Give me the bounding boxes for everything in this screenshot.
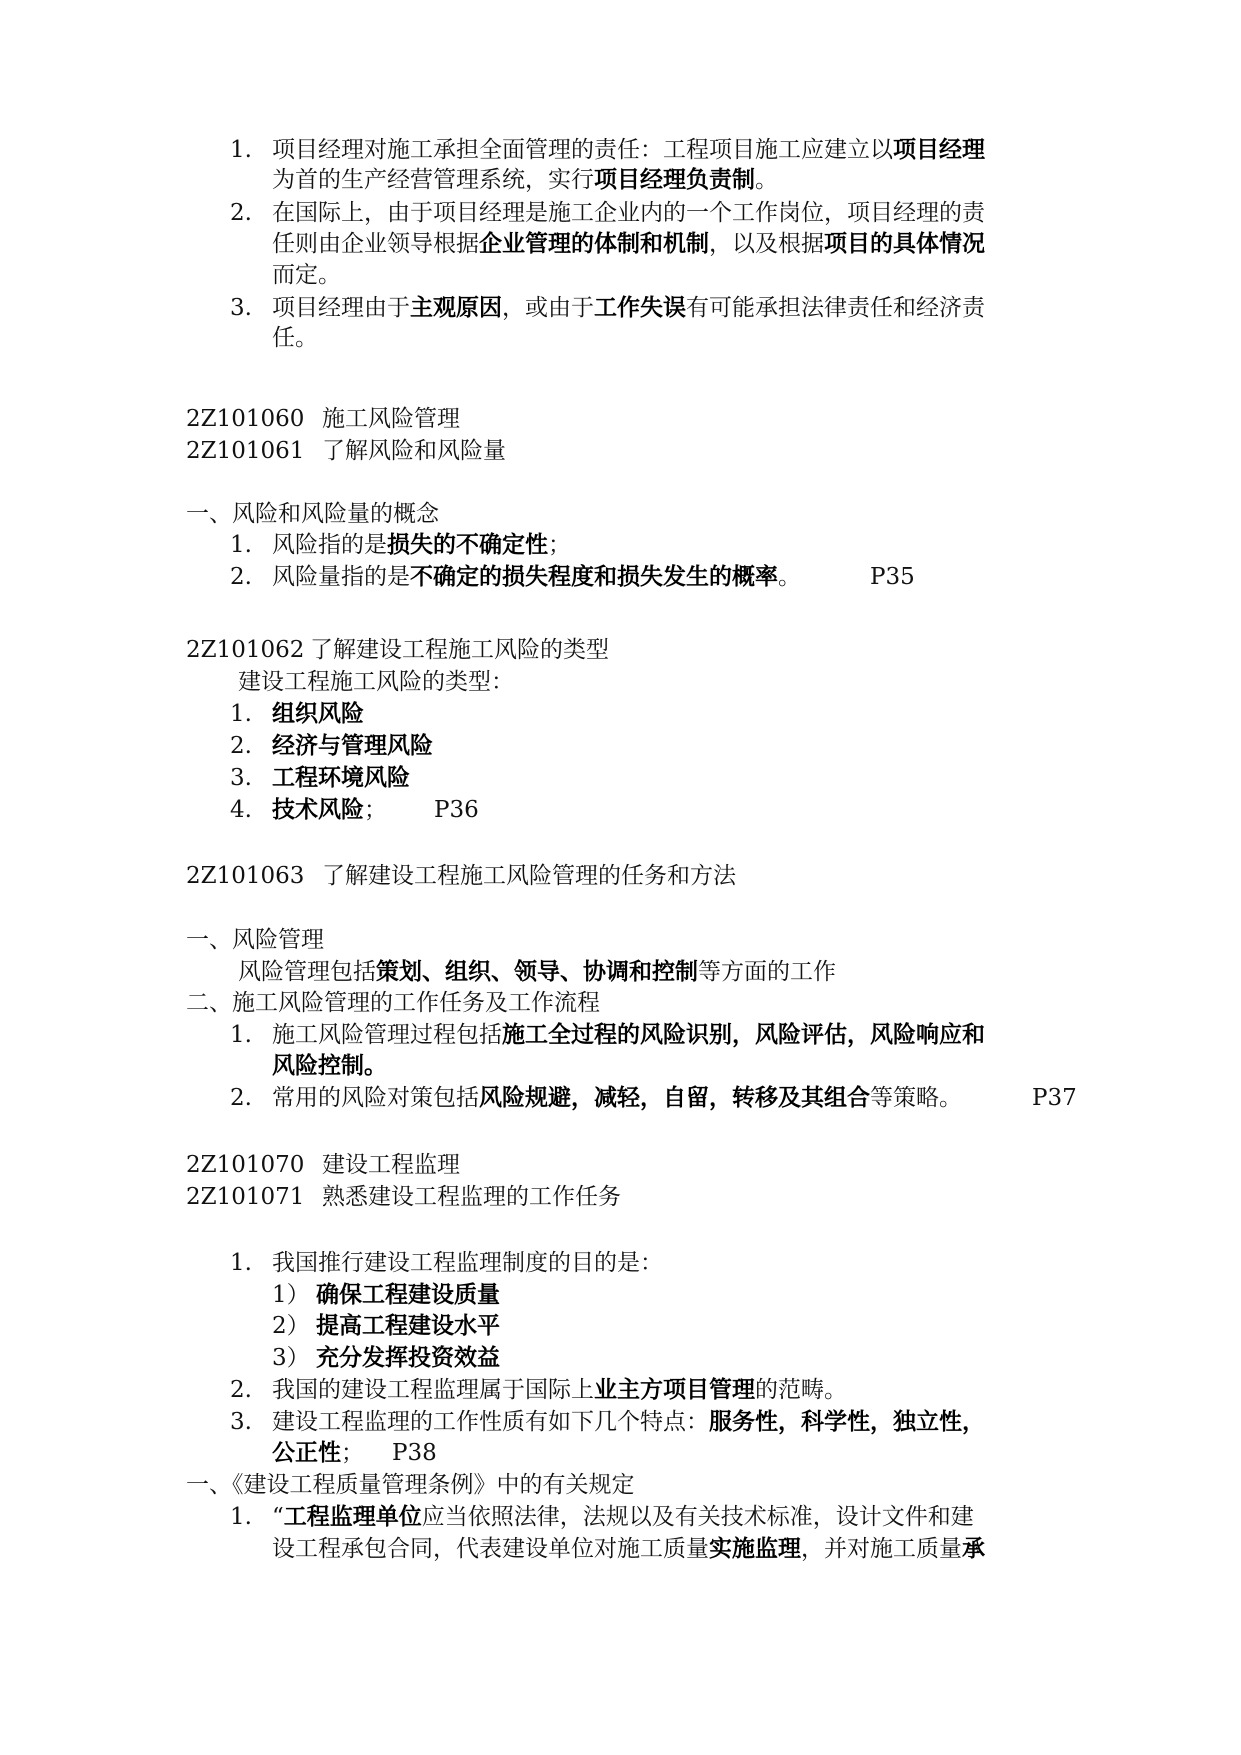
page-reference: P38 [392, 1440, 437, 1466]
list-number: 2. [230, 1085, 252, 1111]
heading: 一、《建设工程质量管理条例》中的有关规定 [186, 1472, 635, 1498]
section-title: 了解风险和风险量 [322, 438, 506, 464]
section-title: 了解建设工程施工风险的类型 [310, 637, 609, 663]
list-item-line: 设工程承包合同，代表建设单位对施工质量实施监理，并对施工质量承 [272, 1536, 985, 1562]
section-title: 建设工程监理 [322, 1152, 460, 1178]
list-item-line: 风险量指的是不确定的损失程度和损失发生的概率。 [272, 564, 801, 590]
list-number: 1. [230, 1250, 252, 1276]
list-item-line: 技术风险； [272, 797, 387, 823]
section-code: 2Z101063 [186, 863, 305, 889]
sub-list-number: 2） [272, 1313, 310, 1339]
list-item-line: 公正性； [272, 1440, 364, 1466]
list-number: 3. [230, 1409, 252, 1435]
sub-list-number: 1） [272, 1282, 310, 1308]
list-item-line: 常用的风险对策包括风险规避，减轻，自留，转移及其组合等策略。 [272, 1085, 962, 1111]
section-title: 了解建设工程施工风险管理的任务和方法 [322, 863, 736, 889]
list-item-line: “工程监理单位应当依照法律，法规以及有关技术标准，设计文件和建 [272, 1504, 974, 1530]
list-item-line: 我国的建设工程监理属于国际上业主方项目管理的范畴。 [272, 1377, 847, 1403]
list-number: 2. [230, 200, 252, 226]
list-number: 3. [230, 295, 252, 321]
list-number: 1. [230, 532, 252, 558]
list-item-line: 风险指的是损失的不确定性； [272, 532, 571, 558]
section-code: 2Z101060 [186, 406, 305, 432]
list-number: 2. [230, 564, 252, 590]
list-item-line: 建设工程监理的工作性质有如下几个特点：服务性，科学性，独立性， [272, 1409, 985, 1435]
paragraph: 建设工程施工风险的类型： [238, 669, 514, 695]
list-item-line: 任。 [272, 325, 318, 351]
page-reference: P35 [870, 564, 915, 590]
section-code: 2Z101061 [186, 438, 305, 464]
list-number: 3. [230, 765, 252, 791]
section-code: 2Z101071 [186, 1184, 305, 1210]
list-item-line: 在国际上，由于项目经理是施工企业内的一个工作岗位，项目经理的责 [272, 200, 985, 226]
sub-list-item: 确保工程建设质量 [316, 1282, 500, 1308]
heading: 一、风险和风险量的概念 [186, 501, 439, 527]
list-number: 1. [230, 1022, 252, 1048]
sub-list-item: 提高工程建设水平 [316, 1313, 500, 1339]
list-number: 2. [230, 1377, 252, 1403]
list-number: 1. [230, 1504, 252, 1530]
list-item-line: 工程环境风险 [272, 765, 410, 791]
list-item-line: 风险控制。 [272, 1053, 387, 1079]
list-item-line: 组织风险 [272, 701, 364, 727]
heading: 二、施工风险管理的工作任务及工作流程 [186, 990, 600, 1016]
list-item-line: 项目经理由于主观原因，或由于工作失误有可能承担法律责任和经济责 [272, 295, 985, 321]
list-number: 1. [230, 701, 252, 727]
list-item-line: 项目经理对施工承担全面管理的责任：工程项目施工应建立以项目经理 [272, 137, 985, 163]
list-item-line: 我国推行建设工程监理制度的目的是： [272, 1250, 663, 1276]
list-item-line: 为首的生产经营管理系统，实行项目经理负责制。 [272, 167, 778, 193]
section-code: 2Z101070 [186, 1152, 305, 1178]
section-code: 2Z101062 [186, 637, 305, 663]
heading: 一、风险管理 [186, 927, 324, 953]
sub-list-number: 3） [272, 1345, 310, 1371]
list-item-line: 而定。 [272, 262, 341, 288]
page-reference: P37 [1032, 1085, 1077, 1111]
list-number: 2. [230, 733, 252, 759]
list-item-line: 经济与管理风险 [272, 733, 433, 759]
list-number: 4. [230, 797, 252, 823]
list-number: 1. [230, 137, 252, 163]
paragraph: 风险管理包括策划、组织、领导、协调和控制等方面的工作 [238, 959, 836, 985]
sub-list-item: 充分发挥投资效益 [316, 1345, 500, 1371]
list-item-line: 施工风险管理过程包括施工全过程的风险识别，风险评估，风险响应和 [272, 1022, 985, 1048]
section-title: 施工风险管理 [322, 406, 460, 432]
list-item-line: 任则由企业领导根据企业管理的体制和机制，以及根据项目的具体情况 [272, 231, 985, 257]
page-reference: P36 [434, 797, 479, 823]
section-title: 熟悉建设工程监理的工作任务 [322, 1184, 621, 1210]
